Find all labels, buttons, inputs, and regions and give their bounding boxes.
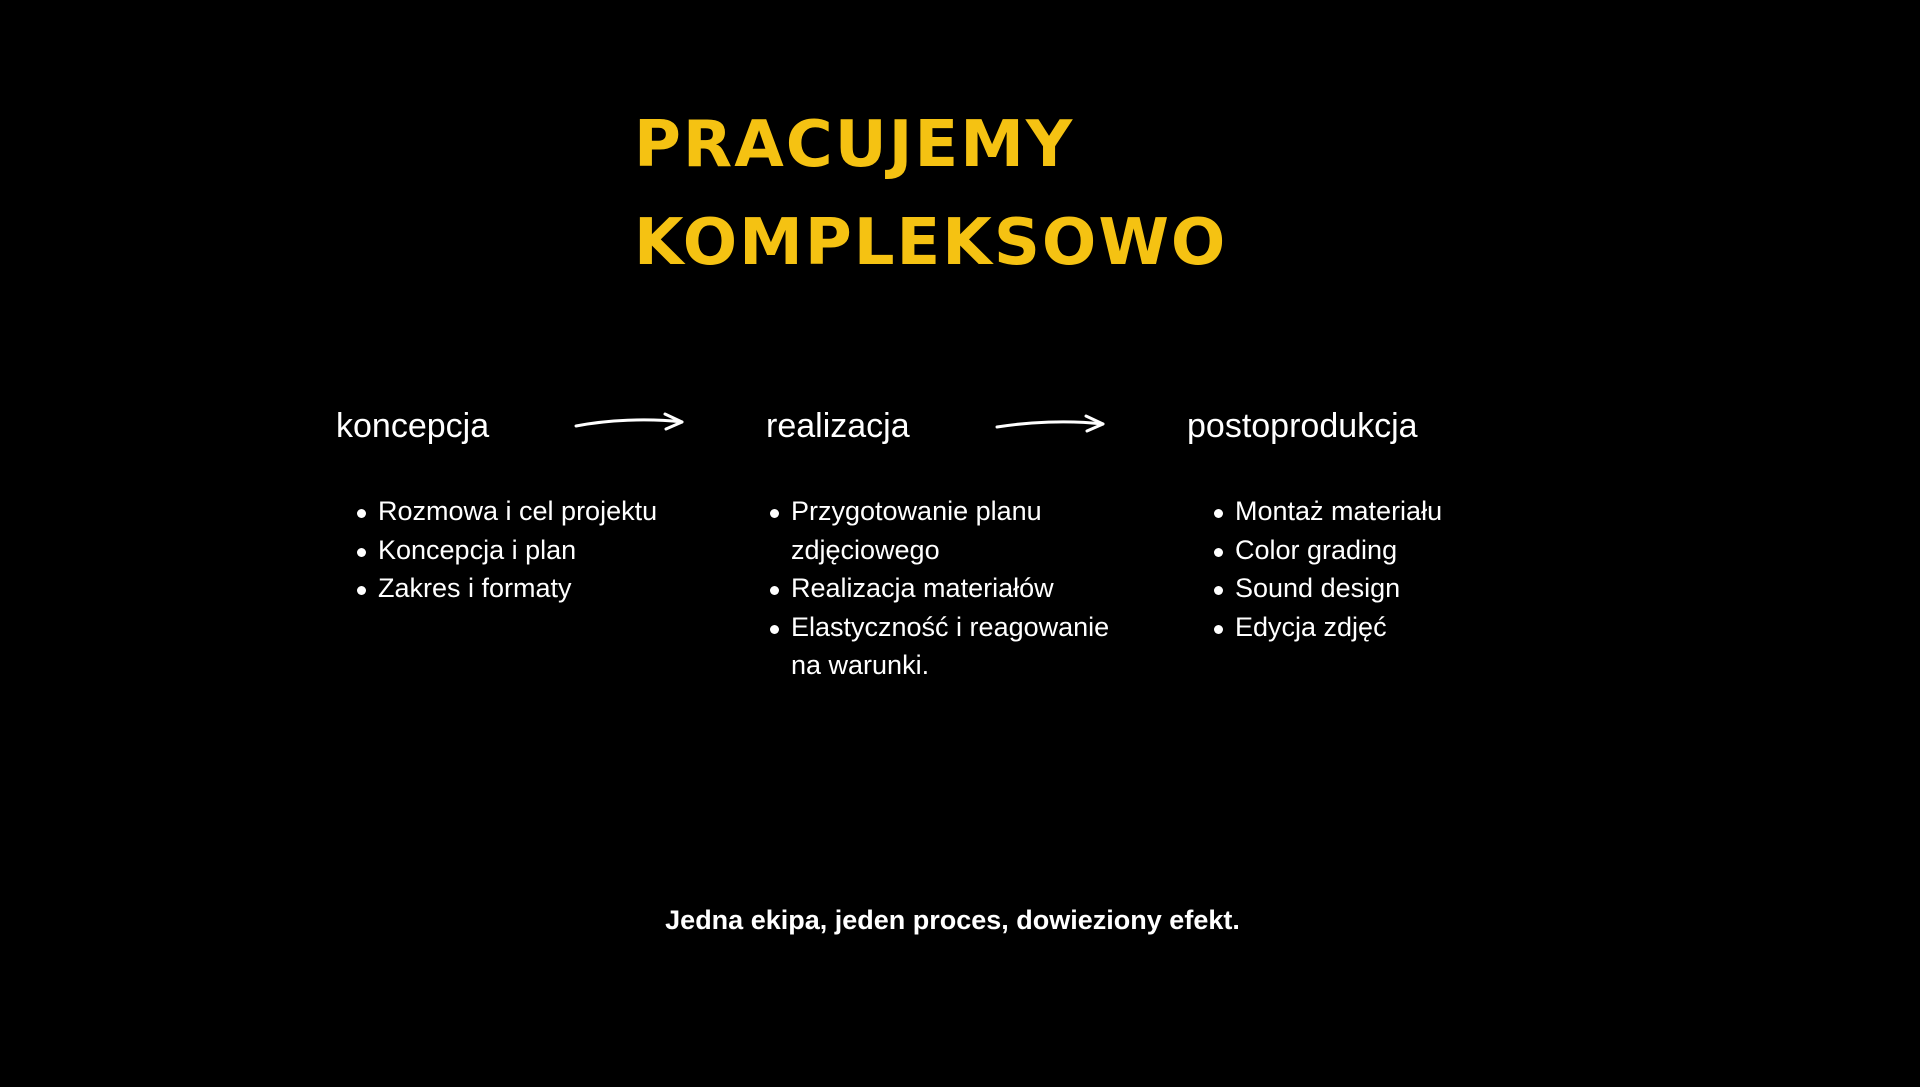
- step-heading-realizacja: realizacja: [766, 407, 910, 445]
- page-title: [634, 96, 1227, 292]
- title-line-2: KOMPLEKSOWO: [634, 206, 1228, 280]
- list-item: Przygotowanie planu zdjęciowego: [767, 492, 1127, 569]
- step-heading-postoprodukcja: postoprodukcja: [1187, 407, 1418, 445]
- title-line-1: PRACUJEMY: [634, 108, 1075, 182]
- list-item: Color grading: [1211, 531, 1541, 570]
- list-item: Sound design: [1211, 569, 1541, 608]
- list-item: Elastyczność i reagowanie na warunki.: [767, 608, 1127, 685]
- list-item: Rozmowa i cel projektu: [354, 492, 684, 531]
- tagline: Jedna ekipa, jeden proces, dowieziony efekt.: [665, 905, 1240, 935]
- list-item: Koncepcja i plan: [354, 531, 684, 570]
- list-item: Zakres i formaty: [354, 569, 684, 608]
- step-list-realizacja: [767, 492, 1127, 685]
- arrow-right-icon: [993, 410, 1107, 436]
- list-item: Edycja zdjęć: [1211, 608, 1541, 647]
- step-heading-koncepcja: koncepcja: [336, 407, 490, 445]
- list-item: Realizacja materiałów: [767, 569, 1127, 608]
- step-list-postoprodukcja: [1211, 492, 1541, 646]
- list-item: Montaż materiału: [1211, 492, 1541, 531]
- step-list-koncepcja: [354, 492, 684, 608]
- arrow-right-icon: [572, 410, 686, 436]
